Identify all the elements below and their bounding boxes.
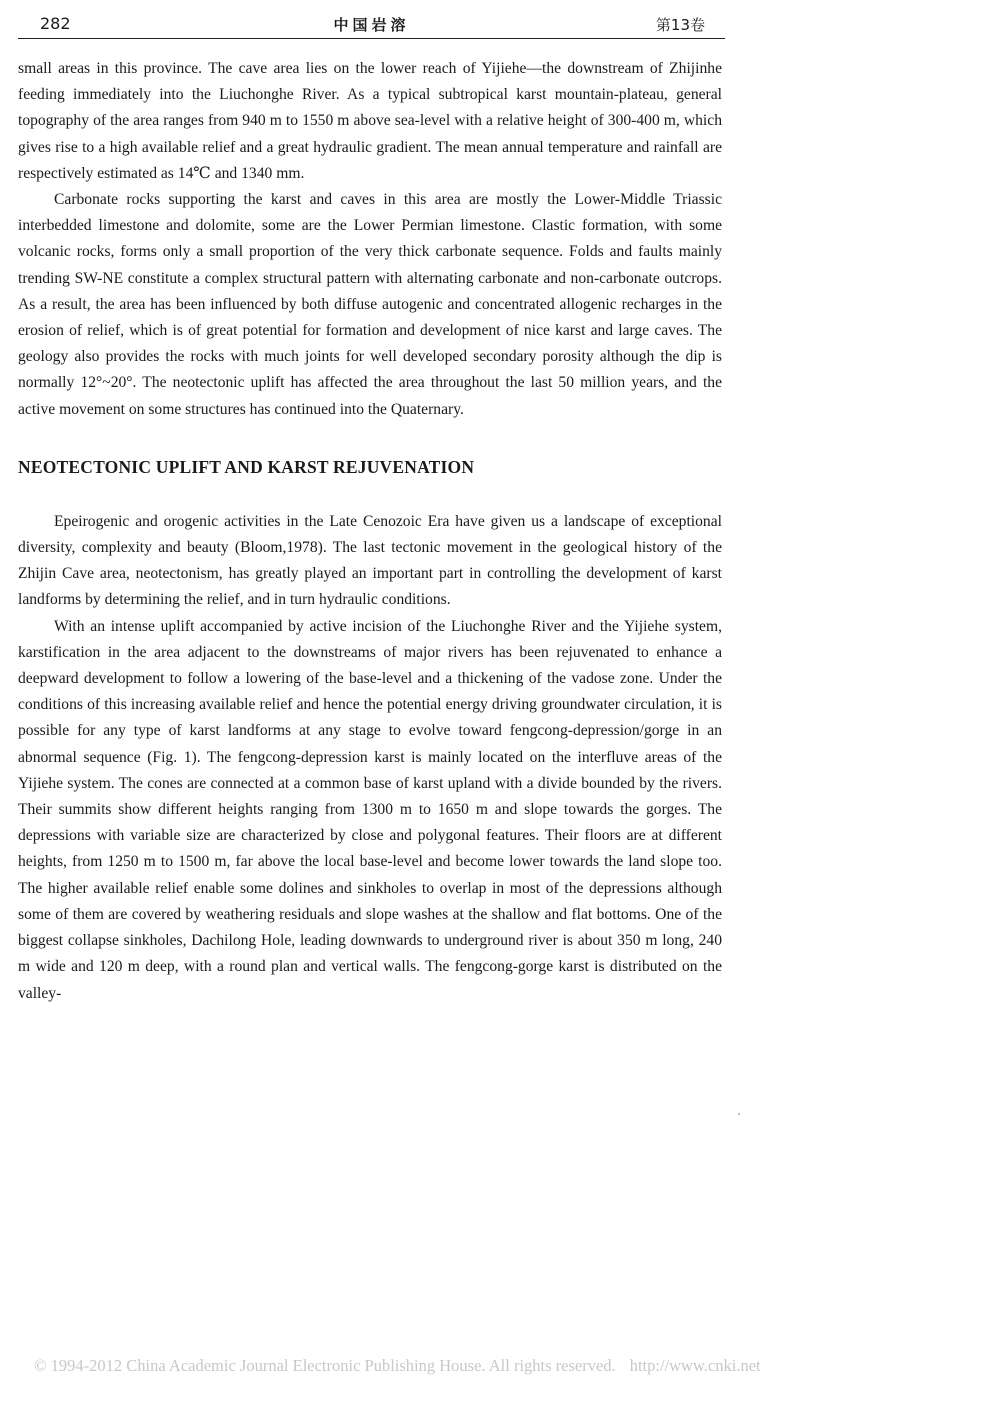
journal-title: 中国岩溶 <box>333 16 410 34</box>
footer-url[interactable]: http://www.cnki.net <box>629 1356 761 1375</box>
section-heading: NEOTECTONIC UPLIFT AND KARST REJUVENATION <box>18 456 475 477</box>
scan-speck <box>738 1113 740 1115</box>
page-number: 282 <box>40 14 71 33</box>
paragraph-epeirogenic: Epeirogenic and orogenic activities in the Late Cenozoic Era have given us a landscape of exceptional diversity, complexity and beauty (Bloom,1978). The last tectonic movement in the geological history of the Zhijin Cave area, neotectonism, has greatly played an important part in controlling the development of karst landforms by determining the relief, and in turn hydraulic conditions. <box>18 512 722 609</box>
volume-label: 第13卷 <box>655 16 705 34</box>
copyright-text: © 1994-2012 China Academic Journal Electronic Publishing House. All rights reserved. <box>34 1356 616 1375</box>
paragraph-uplift: With an intense uplift accompanied by active incision of the Liuchonghe River and the Yijiehe system, karstification in the area adjacent to the downstreams of major rivers has been rejuvenated to enhance a deepward development to follow a lowering of the base-level and a thickening of the vadose zone. Under the conditions of this increasing available relief and hence the potential energy driving groundwater circulation, it is possible for any type of karst landforms at any stage to evolve toward fengcong-depression/gorge in an abnormal sequence (Fig. 1). The fengcong-depression karst is mainly located on the interfluve areas of the Yijiehe system. The cones are connected at a common base of karst upland with a divide bounded by the rivers. Their summits show different heights ranging from 1300 m to 1650 m and slope towards the gorges. The depressions with variable size are characterized by close and polygonal features. Their floors are at different heights, from 1250 m to 1500 m, far above the local base-level and become lower towards the land slope too. The higher available relief enable some dolines and sinkholes to overlap in most of the depressions although some of them are covered by weathering residuals and slope washes at the shallow and flat bottoms. One of the biggest collapse sinkholes, Dachilong Hole, leading downwards to underground river is about 350 m long, 240 m wide and 120 m deep, with a round plan and vertical walls. The fengcong-gorge karst is distributed on the valley- <box>18 617 722 1002</box>
paragraph-continued: small areas in this province. The cave area lies on the lower reach of Yijiehe—the downstream of Zhijinhe feeding immediately into the Liuchonghe River. As a typical subtropical karst mountain-plateau, general topography of the area ranges from 940 m to 1550 m above sea-level with a relative height of 300-400 m, which gives rise to a high available relief and a great hydraulic gradient. The mean annual temperature and rainfall are respectively estimated as 14℃ and 1340 mm. <box>18 60 722 182</box>
paragraph-geology: Carbonate rocks supporting the karst and caves in this area are mostly the Lower-Middle Triassic interbedded limestone and dolomite, some are the Lower Permian limestone. Clastic formation, with some volcanic rocks, forms only a small proportion of the very thick carbonate sequence. Folds and faults mainly trending SW-NE constitute a complex structural pattern with alternating carbonate and non-carbonate outcrops. As a result, the area has been influenced by both diffuse autogenic and concentrated allogenic recharges in the erosion of relief, which is of great potential for formation and development of nice karst and large caves. The geology also provides the rocks with much joints for well developed secondary porosity although the dip is normally 12°~20°. The neotectonic uplift has affected the area throughout the last 50 million years, and the active movement on some structures has continued into the Quaternary. <box>18 191 722 418</box>
article-body <box>18 56 722 1007</box>
running-header <box>18 10 725 39</box>
copyright-footer <box>34 1356 761 1376</box>
